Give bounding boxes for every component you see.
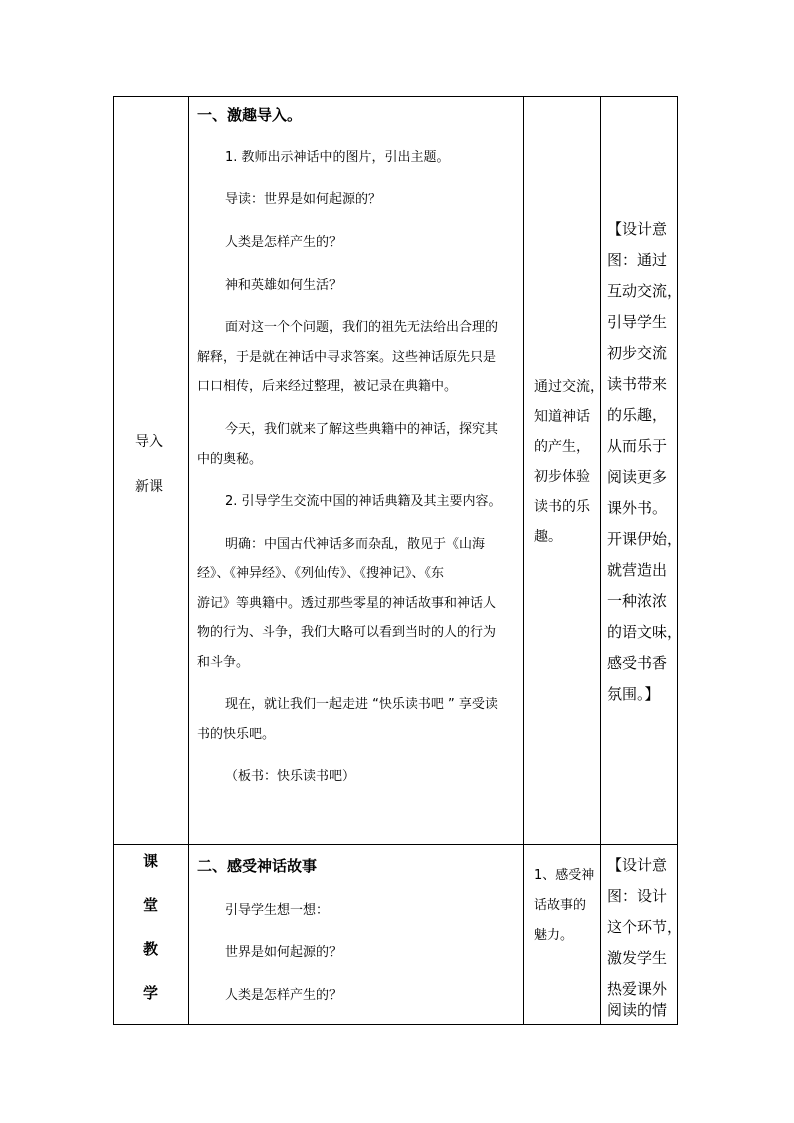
intent-line: 开课伊始，	[607, 530, 683, 548]
paragraph-line: 书的快乐吧。	[197, 727, 276, 742]
intent-line: 图：通过	[607, 251, 668, 269]
section-heading: 二、感受神话故事	[197, 857, 318, 875]
table-border-top	[113, 96, 678, 97]
row2-label: 课	[143, 852, 159, 870]
intent-line: 引导学生	[607, 313, 668, 331]
paragraph: 世界是如何起源的？	[225, 945, 343, 960]
column-divider-2	[523, 96, 524, 1025]
row1-label: 导入	[135, 434, 163, 450]
intent-line: 读书带来	[607, 375, 668, 393]
intent-line: 的语文味，	[607, 623, 683, 641]
intent-line: 【设计意	[607, 220, 668, 238]
row2-label: 学	[143, 984, 159, 1002]
paragraph: 引导学生想一想：	[225, 903, 330, 918]
board-writing: （板书：快乐读书吧）	[225, 769, 356, 784]
paragraph-line: 面对这一个个问题，我们的祖先无法给出合理的	[225, 320, 499, 335]
paragraph: 人类是怎样产生的？	[225, 988, 343, 1003]
intent-line: 图：设计	[607, 887, 668, 905]
paragraph: 神和英雄如何生活？	[225, 278, 343, 293]
table-border-right	[677, 96, 678, 1025]
paragraph-line: 明确：中国古代神话多而杂乱，散见于《山海	[225, 537, 486, 552]
intent-line: 热爱课外	[607, 980, 668, 998]
table-border-left	[113, 96, 114, 1025]
column-divider-1	[188, 96, 189, 1025]
table-border-bottom	[113, 1024, 678, 1025]
paragraph-line: 中的奥秘。	[197, 452, 263, 467]
activity-line: 通过交流，	[534, 379, 604, 395]
paragraph: 人类是怎样产生的？	[225, 235, 343, 250]
paragraph-line: 现在，就让我们一起走进 “快乐读书吧 ” 享受读	[225, 697, 498, 712]
paragraph-line: 解释，于是就在神话中寻求答案。这些神话原先只是	[197, 350, 497, 365]
activity-line: 初步体验	[534, 469, 590, 485]
lesson-plan-table	[113, 96, 683, 1025]
activity-line: 知道神话	[534, 409, 590, 425]
intent-line: 【设计意	[607, 856, 668, 874]
activity-line: 魅力。	[534, 928, 574, 943]
paragraph-line: 和斗争。	[197, 655, 250, 670]
paragraph: 1. 教师出示神话中的图片，引出主题。	[225, 150, 450, 165]
activity-line: 的产生，	[534, 439, 590, 455]
activity-line: 读书的乐	[534, 499, 590, 515]
activity-line: 1、感受神	[534, 868, 595, 883]
row-divider	[113, 844, 678, 845]
intent-line: 的乐趣，	[607, 406, 668, 424]
intent-line: 互动交流，	[607, 282, 683, 300]
row2-label: 堂	[143, 896, 159, 914]
activity-line: 话故事的	[534, 898, 587, 913]
paragraph-line: 游记》等典籍中。透过那些零星的神话故事和神话人	[197, 596, 497, 611]
intent-line: 一种浓浓	[607, 592, 668, 610]
paragraph-line: 经》、《神异经》、《列仙传》、《搜神记》、《东	[197, 566, 445, 581]
intent-line: 激发学生	[607, 949, 668, 967]
activity-line: 趣。	[534, 529, 562, 545]
row1-label: 新课	[135, 479, 163, 495]
column-divider-3	[600, 96, 601, 1025]
intent-line: 感受书香	[607, 654, 668, 672]
paragraph-line: 物的行为、斗争，我们大略可以看到当时的人的行为	[197, 625, 497, 640]
intent-line: 氛围。】	[607, 685, 660, 703]
intent-line: 课外书。	[607, 499, 668, 517]
intent-line: 阅读更多	[607, 468, 668, 486]
paragraph: 2. 引导学生交流中国的神话典籍及其主要内容。	[225, 494, 502, 509]
paragraph: 导读：世界是如何起源的？	[225, 192, 382, 207]
intent-line: 初步交流	[607, 344, 668, 362]
paragraph-line: 今天，我们就来了解这些典籍中的神话，探究其	[225, 422, 499, 437]
intent-line: 阅读的情	[607, 1001, 668, 1019]
paragraph-line: 口口相传，后来经过整理，被记录在典籍中。	[197, 379, 458, 394]
section-heading: 一、激趣导入。	[197, 106, 303, 124]
intent-line: 这个环节，	[607, 918, 683, 936]
intent-line: 从而乐于	[607, 437, 668, 455]
intent-line: 就营造出	[607, 561, 668, 579]
row2-label: 教	[143, 940, 159, 958]
